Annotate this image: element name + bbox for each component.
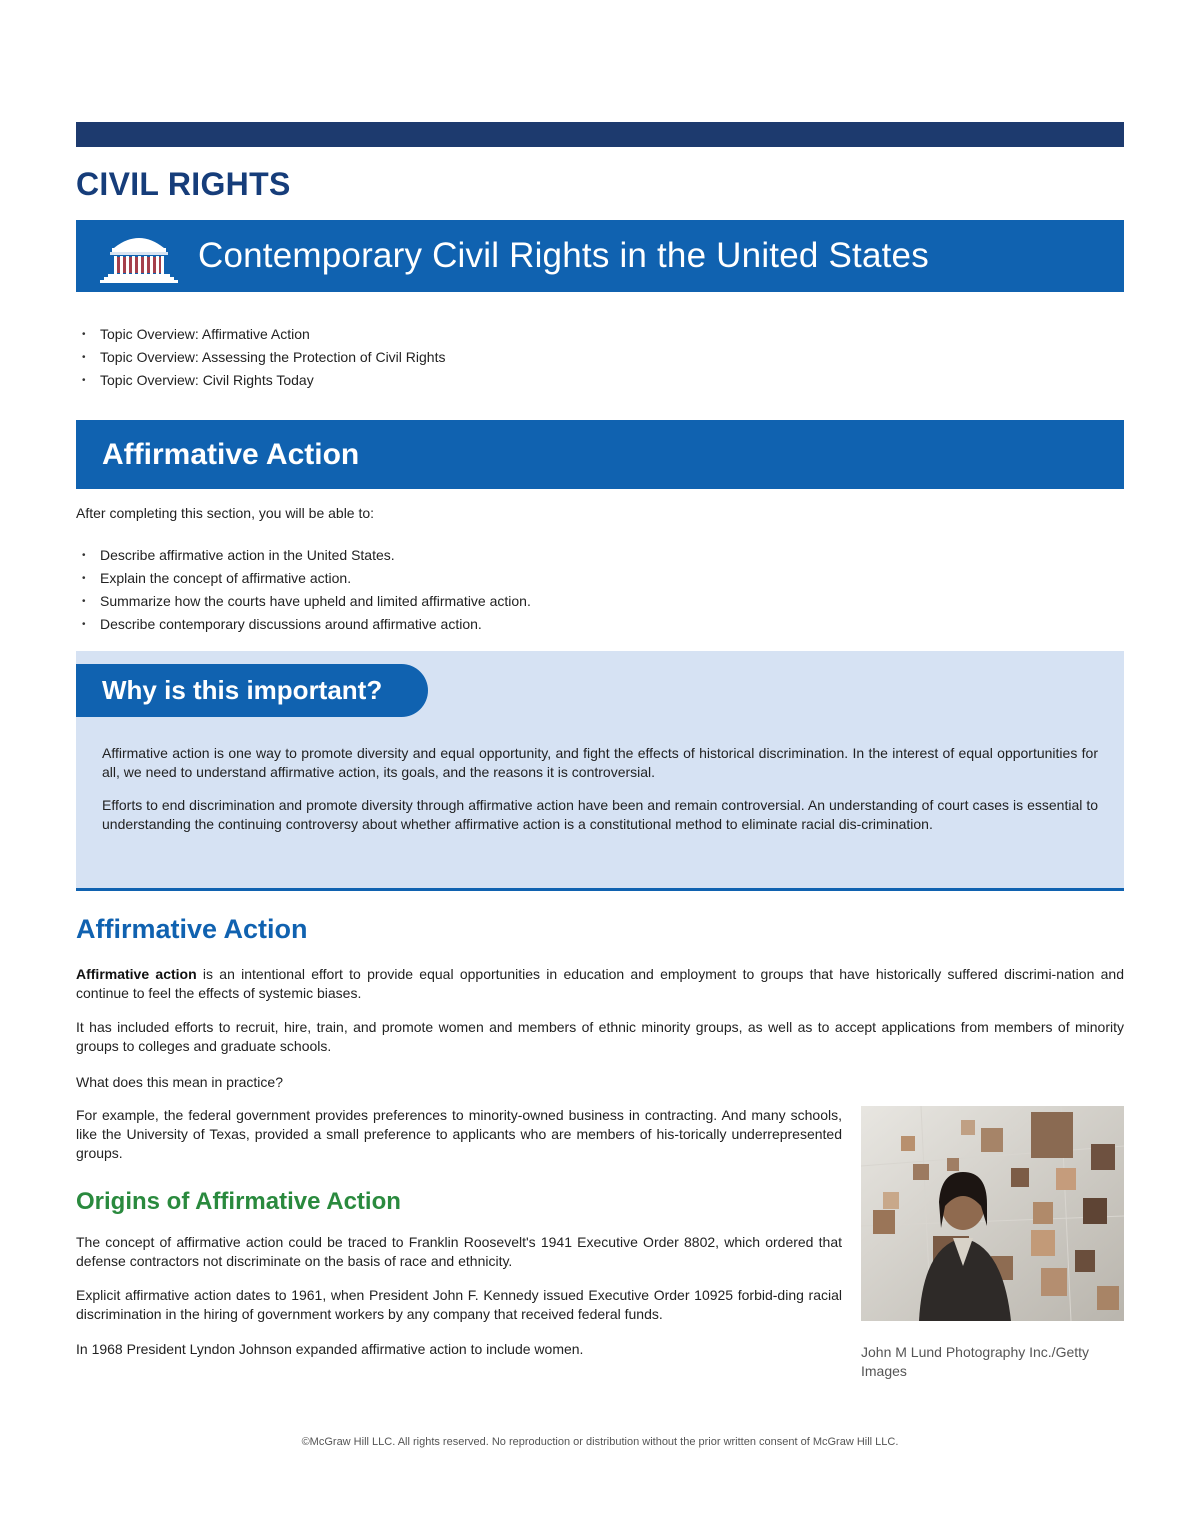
body-paragraph: Explicit affirmative action dates to 1961, when President John F. Kennedy issued Executive Order 10925 forbid-ding racial discrimination in the hiring of government workers by any company that received federal funds.	[76, 1287, 842, 1322]
objective-text: Describe contemporary discussions around affirmative action.	[100, 616, 482, 632]
bullet-icon: •	[82, 550, 86, 561]
why-important-box	[76, 651, 1124, 891]
definition-paragraph	[76, 965, 1124, 1003]
why-important-tab	[76, 664, 428, 717]
why-important-text	[102, 744, 1098, 848]
photo-caption: John M Lund Photography Inc./Getty Images	[861, 1344, 1090, 1379]
topic-label: Topic Overview: Civil Rights Today	[100, 372, 314, 388]
why-paragraph: Efforts to end discrimination and promote diversity through affirmative action have been and remain controversial. An understanding of court cases is essential to understanding the continuing controversy about whether affirmative action is a constitutional method to eliminate racial dis-crimination.	[102, 797, 1098, 832]
objectives-list	[76, 544, 531, 636]
body-paragraph: What does this mean in practice?	[76, 1074, 283, 1090]
objective-item	[76, 567, 531, 590]
objective-text: Describe affirmative action in the United States.	[100, 547, 395, 563]
bullet-icon: •	[82, 375, 86, 386]
bullet-icon: •	[82, 619, 86, 630]
topic-item[interactable]	[76, 369, 445, 392]
body-paragraph: It has included efforts to recruit, hire, train, and promote women and members of ethnic minority groups, as well as to accept applications from members of minority groups to colleges and graduate schools.	[76, 1019, 1124, 1054]
document-title: CIVIL RIGHTS	[76, 166, 291, 202]
chapter-title: Contemporary Civil Rights in the United States	[198, 236, 929, 275]
topic-item[interactable]	[76, 323, 445, 346]
top-rule-bar	[76, 122, 1124, 147]
chapter-banner	[76, 220, 1124, 292]
topic-label: Topic Overview: Assessing the Protection of Civil Rights	[100, 349, 446, 365]
body-paragraph: In 1968 President Lyndon Johnson expanded affirmative action to include women.	[76, 1341, 584, 1357]
main-heading: Affirmative Action	[76, 914, 308, 944]
key-term[interactable]: Affirmative action	[76, 966, 197, 982]
capitol-building-icon	[100, 226, 178, 286]
objective-item	[76, 544, 531, 567]
body-paragraph: The concept of affirmative action could be traced to Franklin Roosevelt's 1941 Executive Order 8802, which ordered that defense contractors not discriminate on the basis of race and ethnicity.	[76, 1234, 842, 1269]
origins-heading: Origins of Affirmative Action	[76, 1188, 401, 1215]
section-banner	[76, 420, 1124, 489]
why-paragraph: Affirmative action is one way to promote diversity and equal opportunity, and fight the effects of historical discrimination. In the interest of equal opportunities for all, we need to understand affirmative action, its goals, and the reasons it is controversial.	[102, 745, 1098, 780]
objective-text: Explain the concept of affirmative action.	[100, 570, 352, 586]
topic-label: Topic Overview: Affirmative Action	[100, 326, 310, 342]
bullet-icon: •	[82, 596, 86, 607]
diversity-photo	[861, 1106, 1124, 1321]
why-important-title: Why is this important?	[102, 675, 383, 705]
objective-text: Summarize how the courts have upheld and limited affirmative action.	[100, 593, 531, 609]
objective-item	[76, 590, 531, 613]
copyright-footer: ©McGraw Hill LLC. All rights reserved. No reproduction or distribution without the prior written consent of McGraw Hill LLC.	[301, 1436, 899, 1448]
bullet-icon: •	[82, 352, 86, 363]
photo-illustration	[861, 1106, 1124, 1321]
topic-item[interactable]	[76, 346, 445, 369]
bullet-icon: •	[82, 573, 86, 584]
body-paragraph: For example, the federal government provides preferences to minority-owned business in contracting. And many schools, like the University of Texas, provided a small preference to applicants who are members of his-torically underrepresented groups.	[76, 1107, 842, 1161]
topic-list	[76, 323, 445, 392]
section-title: Affirmative Action	[102, 437, 360, 471]
bullet-icon: •	[82, 329, 86, 340]
objective-item	[76, 613, 531, 636]
definition-text: is an intentional effort to provide equal opportunities in education and employment to groups that have historically suffered discrimi-nation and continue to feel the effects of systemic biases.	[76, 966, 1124, 1001]
objectives-intro: After completing this section, you will be able to:	[76, 505, 375, 521]
